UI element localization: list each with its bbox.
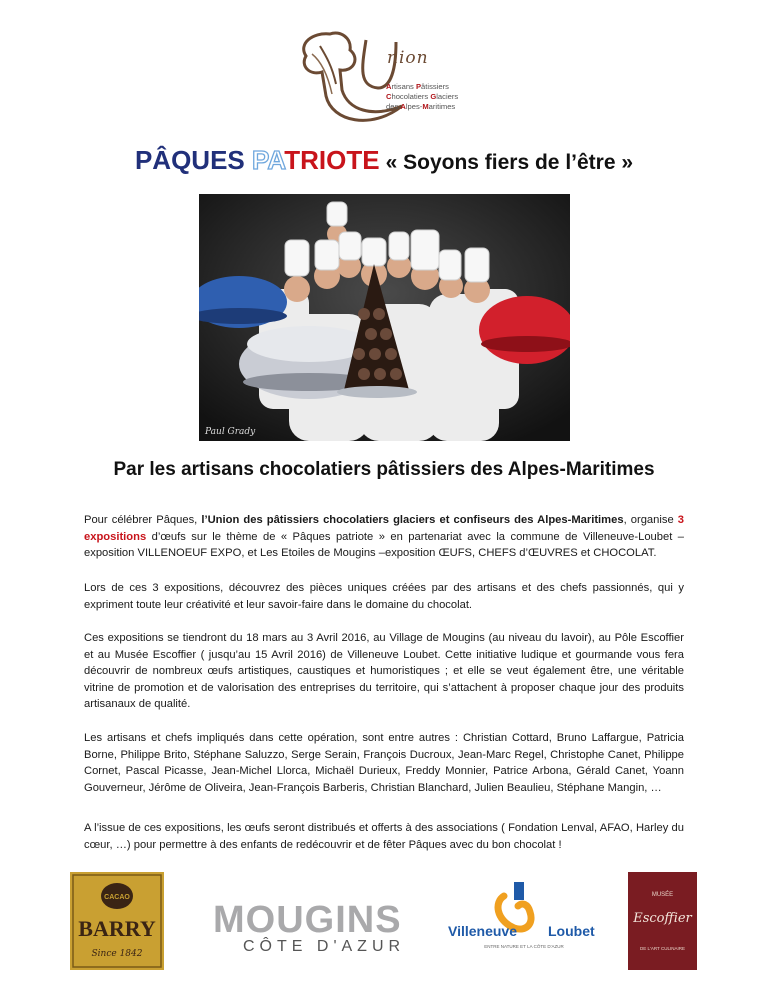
svg-text:MOUGINS: MOUGINS (213, 899, 402, 941)
logo-line-2: Chocolatiers Glaciers (386, 92, 459, 101)
title-slogan: « Soyons fiers de l’être » (385, 151, 634, 174)
union-logo (292, 26, 482, 128)
title-pa-outline: PA (251, 145, 285, 175)
logo-line-3: des Alpes-Maritimes (386, 102, 456, 111)
title-paques: PÂQUES (134, 145, 252, 175)
chefs-photo (199, 194, 570, 441)
villeneuve-loubet-logo (448, 876, 600, 958)
logo-word: nion (387, 48, 429, 68)
subtitle: Par les artisans chocolatiers pâtissiers des Alpes-Maritimes (113, 459, 655, 480)
svg-text:MUSÉE: MUSÉE (651, 892, 674, 898)
svg-text:ENTRE NATURE ET LA CÔTE D'AZUR: ENTRE NATURE ET LA CÔTE D'AZUR (484, 944, 564, 949)
chef-hat-swoosh-icon (292, 26, 482, 128)
title-triote: TRIOTE (284, 145, 380, 175)
paragraph-dates: Ces expositions se tiendront du 18 mars au 3 Avril 2016, au Village de Mougins (au niveau du lavoir), au Pôle Escoffier et au Musée Escoffier ( jusqu’au 15 Avril 2016) de Villeneuve Loubet. Cette initiative ludique et gourmande vous fera découvrir de nombreux œufs artistiques, caustiques et humoristiques ; et elle se veut également être, une véritable vitrine de promotion et de valorisation des entreprises du territoire, qui s’attachent à proposer chaque jour des produits artisanaux de qualité. (84, 632, 684, 710)
svg-text:DE L'ART CULINAIRE: DE L'ART CULINAIRE (640, 946, 685, 951)
paragraph-intro: Pour célébrer Pâques, l’Union des pâtissiers chocolatiers glaciers et confiseurs des Alpes-Maritimes, organise 3 expositions d’œufs sur le thème de « Pâques patriote » en partenariat avec la commune de Villeneuve-Loubet – exposition VILLENOEUF EXPO, et Les Etoiles de Mougins –exposition ŒUFS, CHEFS d’ŒUVRES et CHOCOLAT. (84, 514, 685, 559)
svg-text:Villeneuve: Villeneuve (448, 923, 518, 939)
mougins-logo (213, 898, 415, 954)
svg-text:CACAO: CACAO (104, 894, 130, 901)
logo-line-1: Artisans Pâtissiers (386, 82, 449, 91)
svg-text:CÔTE D'AZUR: CÔTE D'AZUR (243, 938, 406, 954)
paragraph-associations: A l’issue de ces expositions, les œufs seront distribués et offerts à des associations ( Fondation Lenval, AFAO, Harley du cœur, …) pour permettre à des enfants de redécouvrir et de fêter Pâques avec du bon chocolat ! (84, 822, 684, 851)
cacao-barry-logo (70, 872, 164, 970)
photo-signature: Paul Grady (205, 427, 256, 437)
musee-escoffier-logo (628, 872, 697, 970)
svg-text:Loubet: Loubet (548, 923, 595, 939)
paragraph-expositions: Lors de ces 3 expositions, découvrez des pièces uniques créées par des artisans et des chefs passionnés, qui y expriment toute leur créativité et leur savoir-faire dans le domaine du chocolat. (84, 582, 684, 611)
svg-text:Since 1842: Since 1842 (91, 949, 143, 959)
paragraph-chefs: Les artisans et chefs impliqués dans cette opération, sont entre autres : Christian Cottard, Bruno Laffargue, Patricia Borne, Philippe Brito, Stéphane Saluzzo, Serge Serain, François Ducroux, Jean-Marc Regel, Christophe Canet, Philippe Cornet, Pascal Picasse, Jean-Michel Llorca, Michaël Durieux, Freddy Monnier, Patrice Arbona, Gérald Canet, Yoann Gouverneur, Jérôme de Oliveira, Jean-François Barberis, Christian Blanchard, Julien Beaulieu, Stéphane Mangin, … (84, 732, 684, 794)
svg-text:Escoffier: Escoffier (633, 911, 692, 926)
chefs-photo-illustration (199, 194, 570, 441)
svg-text:BARRY: BARRY (78, 916, 156, 941)
page-title (0, 145, 768, 176)
